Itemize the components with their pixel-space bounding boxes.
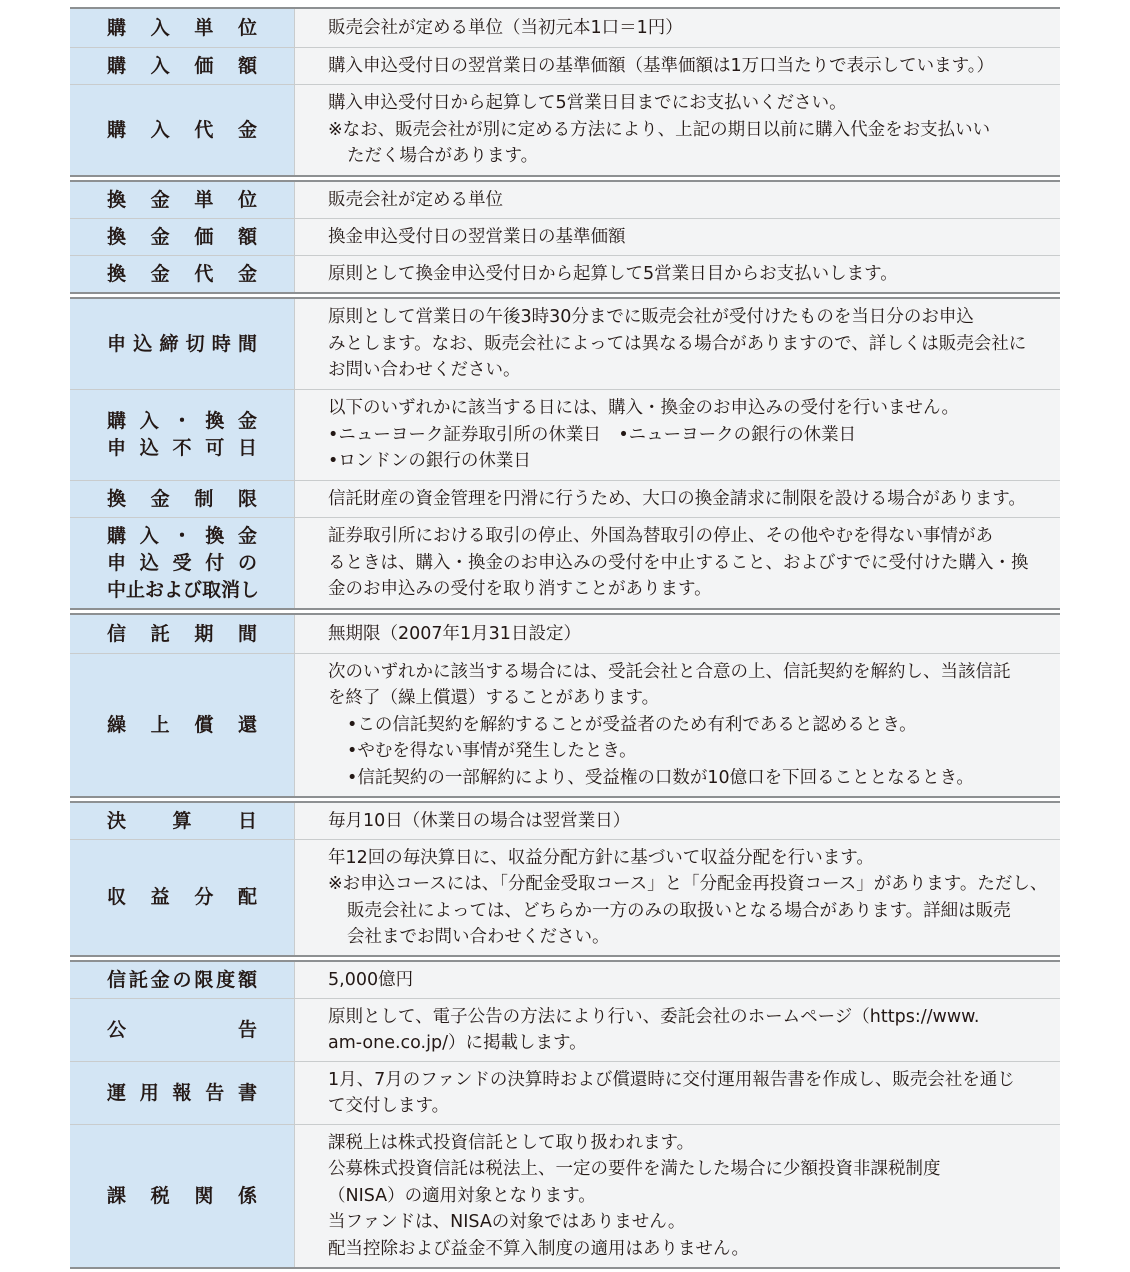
row-value [295, 654, 1060, 796]
row-label-text: 公告 [107, 1018, 257, 1041]
row-value-line: ただく場合があります。 [347, 146, 539, 167]
table-row [70, 998, 1060, 1061]
row-value-line: 無期限（2007年1月31日設定） [328, 623, 581, 644]
row-label-text: 換金代金 [107, 262, 257, 285]
row-value [295, 840, 1060, 955]
row-value-line: みとします。なお、販売会社によっては異なる場合がありますので、詳しくは販売会社に [328, 333, 1027, 354]
row-value-line: 購入申込受付日から起算して5営業日目までにお支払いください。 [328, 93, 847, 114]
table-row [70, 255, 1060, 292]
row-value [295, 1062, 1060, 1124]
table-row [70, 299, 1060, 389]
row-label [70, 803, 295, 839]
row-value [295, 803, 1060, 839]
row-label [70, 85, 295, 175]
row-value-line: 購入申込受付日の翌営業日の基準価額（基準価額は1万口当たりで表示しています。） [328, 55, 994, 76]
table-row [70, 1061, 1060, 1124]
row-value [295, 9, 1060, 47]
row-value [295, 1125, 1060, 1267]
row-value [295, 615, 1060, 653]
row-value [295, 219, 1060, 255]
row-value-line: 5,000億円 [328, 969, 414, 990]
row-value-line: 販売会社によっては、どちらか一方のみの取扱いとなる場合があります。詳細は販売 [347, 900, 1011, 921]
row-label [70, 9, 295, 47]
row-value-line: 以下のいずれかに該当する日には、購入・換金のお申込みの受付を行いません。 [328, 398, 960, 419]
row-value-line: 配当控除および益金不算入制度の適用はありません。 [328, 1238, 750, 1259]
row-value-line: 毎月10日（休業日の場合は翌営業日） [328, 810, 631, 831]
row-label-text: 購入価額 [107, 54, 257, 77]
row-value-line: ※お申込コースには、「分配金受取コース」と「分配金再投資コース」があります。ただし、 [328, 874, 1048, 894]
table-row [70, 839, 1060, 955]
row-value [295, 48, 1060, 84]
row-value-line: お問い合わせください。 [328, 360, 521, 381]
row-value [295, 518, 1060, 608]
row-label-text: 申込締切時間 [107, 332, 257, 355]
row-label-text: 収益分配 [107, 886, 257, 908]
row-value [295, 182, 1060, 218]
row-label-text: 購入・換金 [107, 524, 257, 547]
table-section [70, 801, 1060, 957]
row-label [70, 615, 295, 653]
row-value-line: •ロンドンの銀行の休業日 [328, 451, 531, 472]
row-value-line: 金のお申込みの受付を取り消すことがあります。 [328, 579, 712, 600]
row-value-line: 公募株式投資信託は税法上、一定の要件を満たした場合に少額投資非課税制度 [328, 1159, 941, 1180]
row-value-line: 証券取引所における取引の停止、外国為替取引の停止、その他やむを得ない事情があ [328, 526, 993, 547]
row-value [295, 390, 1060, 480]
row-value [295, 299, 1060, 389]
row-label-text: 信託期間 [107, 622, 257, 645]
fund-terms-table [70, 7, 1060, 1272]
row-value-line: •やむを得ない事情が発生したとき。 [347, 741, 637, 762]
row-value-line: 次のいずれかに該当する場合には、受託会社と合意の上、信託契約を解約し、当該信託 [328, 661, 1011, 682]
row-label-text: 繰上償還 [107, 713, 257, 736]
table-row [70, 962, 1060, 998]
row-value-line: 会社までお問い合わせください。 [347, 927, 610, 947]
table-row [70, 182, 1060, 218]
row-value-line: 換金申込受付日の翌営業日の基準価額 [328, 226, 626, 247]
row-value-line: 販売会社が定める単位 [328, 189, 503, 210]
table-row [70, 9, 1060, 47]
table-section [70, 960, 1060, 1269]
row-label [70, 299, 295, 389]
row-label-text: 購入単位 [107, 16, 257, 39]
row-value [295, 85, 1060, 175]
row-value [295, 999, 1060, 1061]
row-value-line: を終了（繰上償還）することがあります。 [328, 688, 660, 709]
row-label-text: 購入代金 [107, 118, 257, 141]
row-label [70, 840, 295, 955]
row-label [70, 256, 295, 292]
row-label [70, 1062, 295, 1124]
row-label [70, 48, 295, 84]
row-value-line: 販売会社が定める単位（当初元本1口＝1円） [328, 17, 683, 38]
row-value-line: •信託契約の一部解約により、受益権の口数が10億口を下回ることとなるとき。 [347, 767, 974, 788]
row-label-text: 換金単位 [107, 188, 257, 211]
row-value-line: 当ファンドは、NISAの対象ではありません。 [328, 1212, 686, 1233]
table-row [70, 653, 1060, 796]
row-value-line: 原則として、電子公告の方法により行い、委託会社のホームページ（https://www. [328, 1006, 980, 1027]
row-label-text: 申込不可日 [107, 437, 257, 459]
row-label-text: 決算日 [107, 809, 257, 832]
table-row [70, 389, 1060, 480]
row-value-line: ※なお、販売会社が別に定める方法により、上記の期日以前に購入代金をお支払いい [328, 119, 991, 140]
row-value-line: am-one.co.jp/）に掲載します。 [328, 1033, 587, 1053]
row-label [70, 481, 295, 517]
row-value [295, 481, 1060, 517]
row-value-line: 原則として営業日の午後3時30分までに販売会社が受付けたものを当日分のお申込 [328, 307, 974, 328]
table-row [70, 803, 1060, 839]
row-label-text: 申込受付の [107, 551, 257, 574]
row-value-line: るときは、購入・換金のお申込みの受付を中止すること、およびすでに受付けた購入・換 [328, 552, 1029, 573]
row-value-line: （NISA）の適用対象となります。 [328, 1185, 596, 1206]
row-label [70, 518, 295, 608]
row-value-line: •この信託契約を解約することが受益者のため有利であると認めるとき。 [347, 714, 917, 735]
row-label-text: 換金制限 [107, 487, 257, 510]
row-value-line: 課税上は株式投資信託として取り扱われます。 [328, 1132, 695, 1153]
row-label [70, 182, 295, 218]
row-label [70, 1125, 295, 1267]
row-label [70, 654, 295, 796]
row-label-text: 中止および取消し [107, 578, 260, 601]
row-label-text: 信託金の限度額 [107, 968, 257, 991]
table-row [70, 480, 1060, 517]
row-label-text: 購入・換金 [107, 410, 257, 432]
row-value [295, 962, 1060, 998]
table-row [70, 1124, 1060, 1267]
row-value-line: 年12回の毎決算日に、収益分配方針に基づいて収益分配を行います。 [328, 847, 874, 868]
row-label-text: 換金価額 [107, 225, 257, 248]
table-section [70, 7, 1060, 177]
row-label [70, 219, 295, 255]
row-label [70, 390, 295, 480]
table-section [70, 180, 1060, 294]
row-value-line: 原則として換金申込受付日から起算して5営業日目からお支払いします。 [328, 263, 898, 284]
table-row [70, 517, 1060, 608]
row-label [70, 999, 295, 1061]
table-row [70, 218, 1060, 255]
row-label [70, 962, 295, 998]
table-section [70, 613, 1060, 798]
row-value-line: 1月、7月のファンドの決算時および償還時に交付運用報告書を作成し、販売会社を通じ [328, 1069, 1015, 1090]
row-label-text: 運用報告書 [107, 1081, 257, 1104]
row-value [295, 256, 1060, 292]
row-value-line: •ニューヨーク証券取引所の休業日 •ニューヨークの銀行の休業日 [328, 424, 857, 445]
row-value-line: て交付します。 [328, 1096, 450, 1116]
table-row [70, 615, 1060, 653]
table-row [70, 47, 1060, 84]
table-section [70, 297, 1060, 610]
table-row [70, 84, 1060, 175]
row-value-line: 信託財産の資金管理を円滑に行うため、大口の換金請求に制限を設ける場合があります。 [328, 488, 1026, 509]
row-label-text: 課税関係 [107, 1184, 257, 1207]
